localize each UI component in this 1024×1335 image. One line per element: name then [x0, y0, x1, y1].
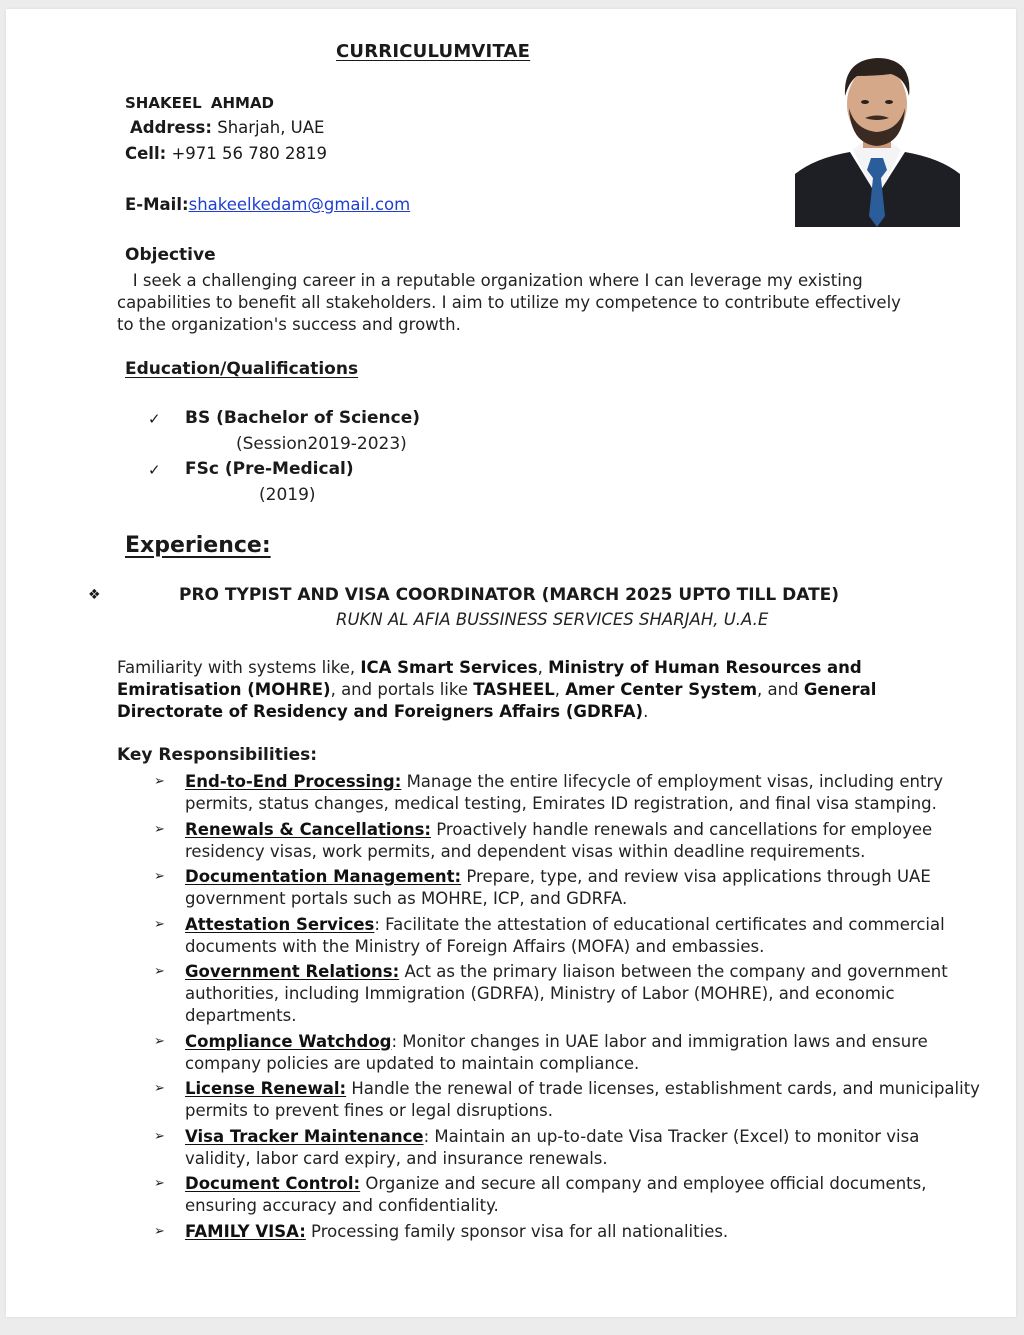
- responsibility-text: : Maintain an up-to-date Visa Tracker (Excel) to monitor visa validity, labor card expiry, and insurance renewals.: [185, 1126, 920, 1168]
- system-name: General Directorate of Residency and Foreigners Affairs (GDRFA): [117, 680, 877, 721]
- responsibility-label: Attestation Services: [185, 914, 375, 934]
- cell-line: [125, 144, 327, 163]
- document-title: CURRICULUMVITAE: [336, 41, 531, 62]
- person-portrait-icon: [795, 46, 960, 227]
- responsibility-text: Handle the renewal of trade licenses, establishment cards, and municipality permits to prevent fines or legal disruptions.: [185, 1079, 980, 1120]
- responsibility-item: [150, 1078, 990, 1122]
- responsibility-item: [150, 819, 990, 863]
- responsibility-label: Renewals & Cancellations:: [185, 819, 432, 839]
- arrow-bullet-icon: ➢: [154, 1223, 165, 1239]
- candidate-name: SHAKEEL AHMAD: [125, 94, 275, 112]
- education-degree: BS (Bachelor of Science): [185, 408, 420, 428]
- responsibility-text: : Monitor changes in UAE labor and immigration laws and ensure company policies are updated to maintain compliance.: [185, 1031, 928, 1073]
- education-session: (Session2019-2023): [236, 434, 407, 454]
- system-name: ICA Smart Services: [360, 658, 538, 677]
- arrow-bullet-icon: ➢: [154, 964, 165, 979]
- arrow-bullet-icon: ➢: [154, 1128, 165, 1144]
- arrow-bullet-icon: ➢: [154, 1081, 165, 1096]
- arrow-bullet-icon: ➢: [154, 1176, 165, 1191]
- email-label: E-Mail:: [125, 195, 189, 214]
- responsibility-text: Organize and secure all company and employee official documents, ensuring accuracy and confidentiality.: [185, 1174, 927, 1215]
- responsibility-label: Compliance Watchdog: [185, 1031, 392, 1051]
- education-heading: Education/Qualifications: [125, 359, 359, 379]
- responsibility-label: End-to-End Processing:: [185, 772, 402, 791]
- education-degree: FSc (Pre-Medical): [185, 459, 354, 479]
- system-name: TASHEEL: [473, 680, 555, 699]
- responsibility-item: [150, 1221, 990, 1243]
- text-segment: .: [643, 702, 649, 721]
- text-segment: Familiarity with systems like,: [117, 658, 361, 677]
- job-title: PRO TYPIST AND VISA COORDINATOR (MARCH 2025 UPTO TILL DATE): [179, 585, 840, 605]
- responsibility-item: [150, 1031, 990, 1075]
- responsibility-text: Proactively handle renewals and cancellations for employee residency visas, work permits, and dependent visas within deadline requirements.: [185, 819, 933, 861]
- arrow-bullet-icon: ➢: [154, 821, 165, 837]
- responsibility-text: Act as the primary liaison between the company and government authorities, including Immigration (GDRFA), Ministry of Labor (MOHRE), and economic departments.: [185, 962, 948, 1025]
- arrow-bullet-icon: ➢: [154, 774, 165, 789]
- key-responsibilities-heading: Key Responsibilities:: [117, 745, 318, 765]
- responsibility-item: [150, 1173, 990, 1217]
- objective-text: [117, 270, 917, 336]
- responsibility-item: [150, 1126, 990, 1170]
- email-link[interactable]: shakeelkedam@gmail.com: [188, 195, 411, 214]
- responsibility-text: Prepare, type, and review visa applications through UAE government portals such as MOHRE, ICP, and GDRFA.: [185, 867, 931, 908]
- address-value: Sharjah, UAE: [217, 118, 325, 137]
- cell-value: +971 56 780 2819: [171, 144, 328, 163]
- responsibility-text: Manage the entire lifecycle of employment visas, including entry permits, status changes, medical testing, Emirates ID registration, and final visa stamping.: [185, 772, 944, 813]
- checkmark-icon: ✓: [148, 410, 161, 428]
- checkmark-icon: ✓: [148, 461, 161, 479]
- text-segment: , and portals like: [330, 680, 474, 699]
- profile-photo: [795, 46, 960, 227]
- responsibility-label: Document Control:: [185, 1174, 361, 1193]
- responsibility-text: Processing family sponsor visa for all nationalities.: [305, 1221, 729, 1241]
- responsibility-label: Visa Tracker Maintenance: [185, 1126, 424, 1146]
- education-session: (2019): [259, 485, 316, 505]
- address-label: Address:: [130, 118, 212, 137]
- system-name: Amer Center System: [565, 680, 758, 699]
- email-line: [125, 195, 410, 214]
- company-name: RUKN AL AFIA BUSSINESS SERVICES SHARJAH, U.A.E: [336, 610, 769, 629]
- experience-heading: Experience:: [125, 533, 271, 558]
- responsibility-label: License Renewal:: [185, 1079, 347, 1098]
- responsibility-label: Government Relations:: [185, 962, 400, 981]
- diamond-bullet-icon: ❖: [88, 587, 101, 603]
- responsibility-text: : Facilitate the attestation of educational certificates and commercial documents with the Ministry of Foreign Affairs (MOFA) and embassies.: [185, 914, 945, 956]
- objective-heading: Objective: [125, 245, 216, 265]
- responsibility-item: [150, 771, 990, 815]
- arrow-bullet-icon: ➢: [154, 869, 165, 884]
- responsibility-label: Documentation Management:: [185, 867, 462, 886]
- responsibilities-list: [150, 771, 990, 1246]
- address-line: [130, 118, 324, 137]
- objective-body: I seek a challenging career in a reputable organization where I can leverage my existing capabilities to benefit all stakeholders. I aim to utilize my competence to contribute effectively to the organization's success and growth.: [117, 271, 901, 334]
- responsibility-item: [150, 914, 990, 958]
- responsibility-item: [150, 961, 990, 1027]
- arrow-bullet-icon: ➢: [154, 1033, 165, 1049]
- systems-familiarity: [117, 657, 937, 723]
- arrow-bullet-icon: ➢: [154, 916, 165, 932]
- text-segment: ,: [554, 680, 566, 699]
- responsibility-item: [150, 866, 990, 910]
- text-segment: , and: [757, 680, 804, 699]
- responsibility-label: FAMILY VISA:: [185, 1221, 306, 1241]
- text-segment: ,: [537, 658, 549, 677]
- cell-label: Cell:: [125, 144, 167, 163]
- system-name: Ministry of Human Resources and Emiratisation (MOHRE): [117, 658, 862, 699]
